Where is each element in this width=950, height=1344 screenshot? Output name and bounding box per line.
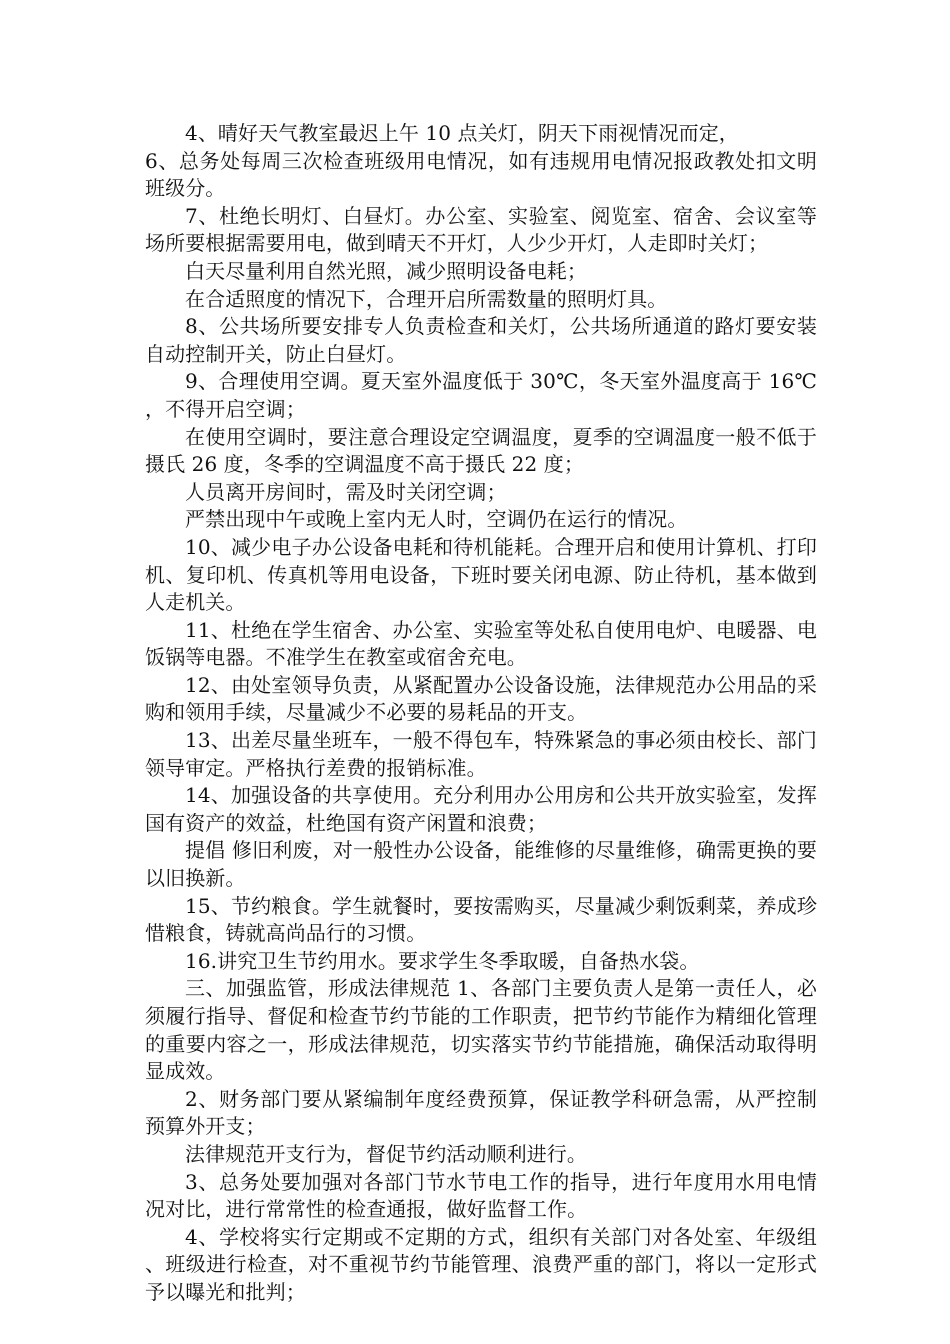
- paragraph: 人员离开房间时，需及时关闭空调；: [185, 479, 507, 504]
- paragraph: 4、学校将实行定期或不定期的方式，组织有关部门对各处室、年级组、班级进行检查，对不重视节约节能管理、浪费严重的部门，将以一定形式予以曝光和批判；: [145, 1224, 817, 1304]
- paragraph: 8、公共场所要安排专人负责检查和关灯，公共场所通道的路灯要安装自动控制开关，防止白昼灯。: [145, 314, 817, 366]
- paragraph: 2、财务部门要从紧编制年度经费预算，保证教学科研急需，从严控制预算外开支；: [145, 1086, 817, 1139]
- paragraph: 法律规范开支行为，督促节约活动顺利进行。: [185, 1141, 587, 1166]
- paragraph: 严禁出现中午或晚上室内无人时，空调仍在运行的情况。: [185, 507, 688, 532]
- paragraph: 7、杜绝长明灯、白昼灯。办公室、实验室、阅览室、宿舍、会议室等场所要根据需要用电，做到晴天不开灯，人少少开灯，人走即时关灯；: [145, 203, 817, 256]
- paragraph: 在合适照度的情况下，合理开启所需数量的照明灯具。: [185, 286, 668, 311]
- paragraph: 12、由处室领导负责，从紧配置办公设备设施，法律规范办公用品的采购和领用手续，尽量减少不必要的易耗品的开支。: [145, 672, 817, 725]
- paragraph: 15、节约粮食。学生就餐时，要按需购买，尽量减少剩饭剩菜，养成珍惜粮食，铸就高尚品行的习惯。: [145, 893, 817, 946]
- paragraph: 14、加强设备的共享使用。充分利用办公用房和公共开放实验室，发挥国有资产的效益，杜绝国有资产闲置和浪费；: [145, 783, 817, 835]
- paragraph: 三、加强监管，形成法律规范 1、各部门主要负责人是第一责任人，必须履行指导、督促和检查节约节能的工作职责，把节约节能作为精细化管理的重要内容之一，形成法律规范，切实落实节约节能措施，确保活动取得明显成效。: [145, 976, 817, 1084]
- paragraph: 16.讲究卫生节约用水。要求学生冬季取暖，自备热水袋。: [185, 948, 700, 973]
- paragraph: 10、减少电子办公设备电耗和待机能耗。合理开启和使用计算机、打印机、复印机、传真机等用电设备，下班时要关闭电源、防止待机，基本做到人走机关。: [145, 534, 817, 615]
- paragraph: 11、杜绝在学生宿舍、办公室、实验室等处私自使用电炉、电暖器、电饭锅等电器。不准学生在教室或宿舍充电。: [145, 617, 817, 670]
- paragraph: 提倡 修旧利废，对一般性办公设备，能维修的尽量维修，确需更换的要以旧换新。: [145, 838, 817, 891]
- paragraph: 在使用空调时，要注意合理设定空调温度，夏季的空调温度一般不低于摄氏 26 度，冬季的空调温度不高于摄氏 22 度；: [145, 424, 817, 477]
- paragraph: 4、晴好天气教室最迟上午 10 点关灯，阴天下雨视情况而定，: [185, 121, 739, 145]
- paragraph: 9、合理使用空调。夏天室外温度低于 30℃，冬天室外温度高于 16℃，不得开启空调；: [145, 369, 817, 421]
- paragraph: 3、总务处要加强对各部门节水节电工作的指导，进行年度用水用电情况对比，进行常常性的检查通报，做好监督工作。: [145, 1169, 817, 1222]
- document-body: [145, 120, 817, 1307]
- paragraph: 6、总务处每周三次检查班级用电情况，如有违规用电情况报政教处扣文明班级分。: [145, 148, 817, 201]
- paragraph: 白天尽量利用自然光照，减少照明设备电耗；: [185, 258, 587, 283]
- paragraph: 13、出差尽量坐班车，一般不得包车，特殊紧急的事必须由校长、部门领导审定。严格执行差费的报销标准。: [145, 728, 817, 780]
